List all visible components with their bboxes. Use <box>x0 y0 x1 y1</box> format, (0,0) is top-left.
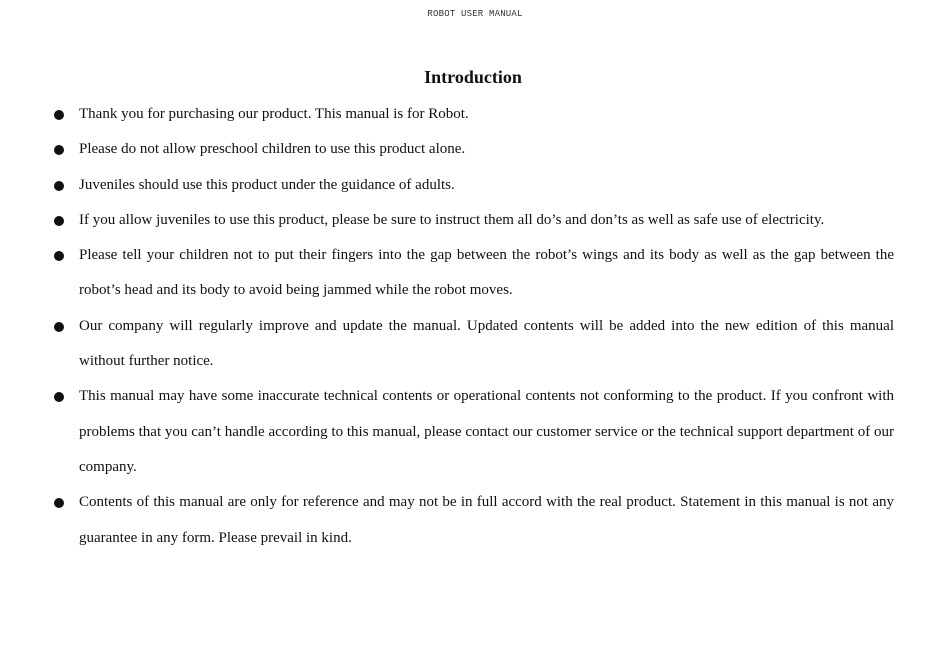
list-item-text: Thank you for purchasing our product. This manual is for Robot. <box>79 106 469 122</box>
bullet-icon <box>54 145 64 155</box>
list-item-text: If you allow juveniles to use this product, please be sure to instruct them all do’s and don’ts as well as safe use of electricity. <box>79 211 825 228</box>
list-item <box>54 203 894 238</box>
list-item <box>54 485 894 556</box>
list-item <box>54 132 894 167</box>
bullet-icon <box>54 392 64 402</box>
list-item-text: Juveniles should use this product under the guidance of adults. <box>79 176 455 193</box>
bullet-icon <box>54 181 64 191</box>
bullet-icon <box>54 216 64 226</box>
list-item <box>54 379 894 485</box>
bullet-icon <box>54 322 64 332</box>
list-item <box>54 97 894 132</box>
intro-bullet-list <box>54 97 894 556</box>
list-item <box>54 238 894 309</box>
bullet-icon <box>54 251 64 261</box>
list-item-text: Please tell your children not to put their fingers into the gap between the robot’s wings and its body as well as the gap between the robot’s head and its body to avoid being jammed while the robot moves. <box>79 247 894 299</box>
running-header: ROBOT USER MANUAL <box>427 9 523 19</box>
page-title: Introduction <box>424 67 522 87</box>
list-item-text: Contents of this manual are only for reference and may not be in full accord with the real product. Statement in this manual is not any guarantee in any form. Please prevail in kind. <box>79 494 894 546</box>
list-item-text: Our company will regularly improve and update the manual. Updated contents will be added into the new edition of this manual without further notice. <box>79 317 894 370</box>
list-item <box>54 168 894 203</box>
bullet-icon <box>54 110 64 120</box>
list-item-text: Please do not allow preschool children to use this product alone. <box>79 141 466 158</box>
list-item <box>54 309 894 380</box>
list-item-text: This manual may have some inaccurate technical contents or operational contents not conforming to the product. If you confront with problems that you can’t handle according to this manual, please contact our customer service or the technical support department of our company. <box>79 388 894 475</box>
bullet-icon <box>54 498 64 508</box>
